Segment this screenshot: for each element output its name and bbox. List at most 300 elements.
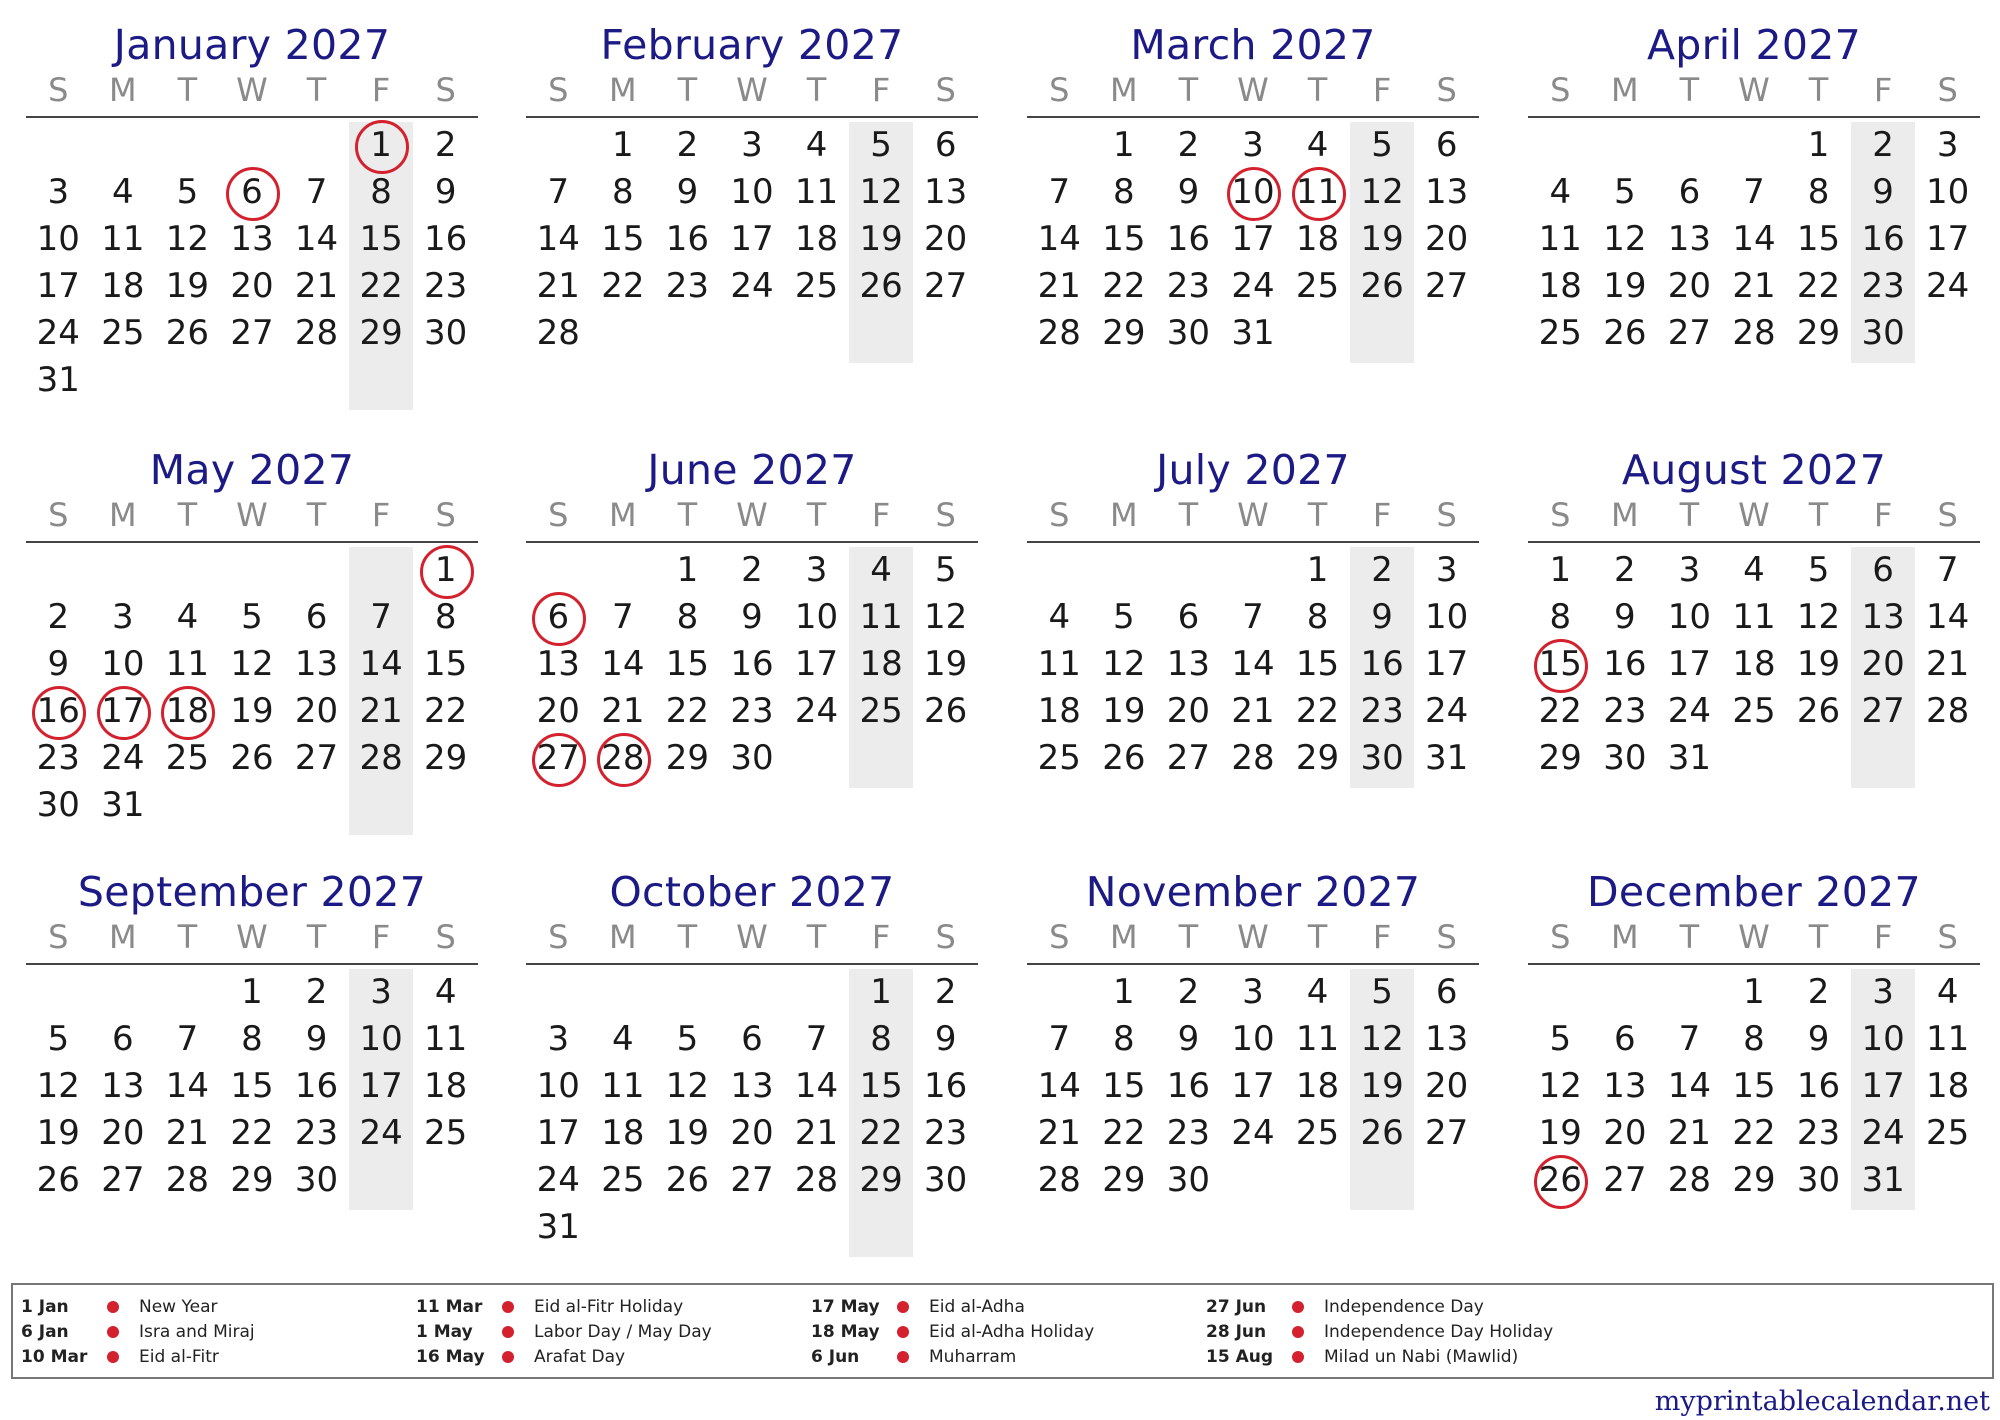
day-cell[interactable]: 9 <box>305 1019 328 1059</box>
day-cell[interactable]: 28 <box>359 738 403 778</box>
day-cell[interactable]: 24 <box>1667 691 1712 731</box>
day-cell[interactable]: 22 <box>1732 1113 1776 1153</box>
day-cell[interactable]: 21 <box>1037 1113 1081 1153</box>
day-cell[interactable]: 27 <box>1425 266 1469 306</box>
day-cell[interactable]: 18 <box>1037 691 1081 731</box>
day-cell[interactable]: 13 <box>924 172 968 212</box>
day-cell[interactable]: 21 <box>536 266 580 306</box>
day-cell[interactable]: 3 <box>1435 550 1458 590</box>
day-cell[interactable]: 15 <box>359 219 403 259</box>
day-cell[interactable]: 2 <box>1177 972 1200 1012</box>
day-cell[interactable]: 1 <box>870 972 892 1012</box>
day-cell[interactable]: 13 <box>1425 172 1469 212</box>
day-cell[interactable]: 27 <box>1667 313 1712 353</box>
day-cell[interactable]: 15 <box>859 1066 903 1106</box>
day-cell[interactable]: 12 <box>36 1066 80 1106</box>
day-cell[interactable]: 1 <box>612 125 634 165</box>
holiday-day-cell[interactable]: 27 <box>526 735 591 782</box>
day-cell[interactable]: 15 <box>230 1066 274 1106</box>
day-cell[interactable]: 18 <box>1926 1066 1970 1106</box>
day-cell[interactable]: 7 <box>1242 597 1264 637</box>
day-cell[interactable]: 3 <box>1872 972 1894 1012</box>
day-cell[interactable]: 21 <box>1926 644 1970 684</box>
day-cell[interactable]: 1 <box>676 550 699 590</box>
day-cell[interactable]: 16 <box>924 1066 968 1106</box>
day-cell[interactable]: 11 <box>1037 644 1081 684</box>
day-cell[interactable]: 25 <box>1037 738 1081 778</box>
day-cell[interactable]: 3 <box>370 972 392 1012</box>
day-cell[interactable]: 10 <box>1667 597 1712 637</box>
day-cell[interactable]: 23 <box>1796 1113 1841 1153</box>
day-cell[interactable]: 21 <box>294 266 339 306</box>
day-cell[interactable]: 29 <box>859 1160 903 1200</box>
day-cell[interactable]: 29 <box>424 738 468 778</box>
day-cell[interactable]: 29 <box>1102 313 1146 353</box>
day-cell[interactable]: 25 <box>1732 691 1776 731</box>
day-cell[interactable]: 20 <box>1861 644 1905 684</box>
day-cell[interactable]: 1 <box>1306 550 1329 590</box>
day-cell[interactable]: 18 <box>794 219 839 259</box>
day-cell[interactable]: 20 <box>1425 1066 1469 1106</box>
day-cell[interactable]: 28 <box>1037 1160 1081 1200</box>
day-cell[interactable]: 20 <box>1425 219 1469 259</box>
day-cell[interactable]: 17 <box>1425 644 1469 684</box>
day-cell[interactable]: 5 <box>1549 1019 1572 1059</box>
day-cell[interactable]: 31 <box>536 1207 580 1247</box>
day-cell[interactable]: 11 <box>424 1019 468 1059</box>
day-cell[interactable]: 9 <box>434 172 457 212</box>
day-cell[interactable]: 6 <box>934 125 957 165</box>
day-cell[interactable]: 14 <box>536 219 580 259</box>
day-cell[interactable]: 28 <box>536 313 580 353</box>
day-cell[interactable]: 13 <box>1667 219 1712 259</box>
day-cell[interactable]: 14 <box>1231 644 1275 684</box>
day-cell[interactable]: 31 <box>1667 738 1712 778</box>
day-cell[interactable]: 21 <box>1667 1113 1712 1153</box>
day-cell[interactable]: 11 <box>1295 1019 1340 1059</box>
holiday-day-cell[interactable]: 6 <box>526 594 591 641</box>
holiday-day-cell[interactable]: 28 <box>591 735 656 782</box>
day-cell[interactable]: 23 <box>294 1113 339 1153</box>
day-cell[interactable]: 14 <box>1667 1066 1712 1106</box>
day-cell[interactable]: 8 <box>370 172 392 212</box>
day-cell[interactable]: 17 <box>1667 644 1712 684</box>
day-cell[interactable]: 29 <box>665 738 710 778</box>
day-cell[interactable]: 27 <box>230 313 274 353</box>
day-cell[interactable]: 17 <box>730 219 774 259</box>
day-cell[interactable]: 30 <box>294 1160 339 1200</box>
site-credit[interactable]: myprintablecalendar.net <box>1654 1386 1990 1417</box>
day-cell[interactable]: 31 <box>1425 738 1469 778</box>
day-cell[interactable]: 29 <box>1796 313 1841 353</box>
day-cell[interactable]: 8 <box>434 597 457 637</box>
day-cell[interactable]: 6 <box>741 1019 763 1059</box>
day-cell[interactable]: 2 <box>1872 125 1894 165</box>
day-cell[interactable]: 11 <box>601 1066 645 1106</box>
day-cell[interactable]: 17 <box>1231 1066 1275 1106</box>
day-cell[interactable]: 2 <box>676 125 699 165</box>
day-cell[interactable]: 24 <box>1425 691 1469 731</box>
day-cell[interactable]: 23 <box>1360 691 1404 731</box>
day-cell[interactable]: 30 <box>424 313 468 353</box>
day-cell[interactable]: 2 <box>1177 125 1200 165</box>
day-cell[interactable]: 30 <box>1166 313 1211 353</box>
day-cell[interactable]: 29 <box>230 1160 274 1200</box>
day-cell[interactable]: 16 <box>1166 1066 1211 1106</box>
day-cell[interactable]: 10 <box>1425 597 1469 637</box>
day-cell[interactable]: 27 <box>101 1160 145 1200</box>
day-cell[interactable]: 7 <box>1678 1019 1701 1059</box>
day-cell[interactable]: 10 <box>536 1066 580 1106</box>
day-cell[interactable]: 24 <box>730 266 774 306</box>
day-cell[interactable]: 16 <box>1861 219 1905 259</box>
day-cell[interactable]: 9 <box>1614 597 1636 637</box>
day-cell[interactable]: 9 <box>47 644 70 684</box>
day-cell[interactable]: 17 <box>536 1113 580 1153</box>
day-cell[interactable]: 6 <box>1177 597 1200 637</box>
day-cell[interactable]: 25 <box>1295 1113 1340 1153</box>
day-cell[interactable]: 21 <box>1037 266 1081 306</box>
day-cell[interactable]: 26 <box>1360 1113 1404 1153</box>
day-cell[interactable]: 3 <box>1678 550 1701 590</box>
day-cell[interactable]: 30 <box>924 1160 968 1200</box>
day-cell[interactable]: 24 <box>1231 1113 1275 1153</box>
day-cell[interactable]: 8 <box>1807 172 1830 212</box>
day-cell[interactable]: 22 <box>424 691 468 731</box>
holiday-day-cell[interactable]: 10 <box>1221 169 1286 216</box>
day-cell[interactable]: 19 <box>36 1113 80 1153</box>
day-cell[interactable]: 6 <box>112 1019 134 1059</box>
day-cell[interactable]: 22 <box>1102 266 1146 306</box>
day-cell[interactable]: 23 <box>1603 691 1647 731</box>
day-cell[interactable]: 8 <box>1549 597 1572 637</box>
day-cell[interactable]: 14 <box>794 1066 839 1106</box>
day-cell[interactable]: 7 <box>1743 172 1765 212</box>
day-cell[interactable]: 28 <box>294 313 339 353</box>
day-cell[interactable]: 27 <box>1166 738 1211 778</box>
day-cell[interactable]: 2 <box>934 972 957 1012</box>
day-cell[interactable]: 3 <box>741 125 763 165</box>
day-cell[interactable]: 27 <box>730 1160 774 1200</box>
day-cell[interactable]: 10 <box>1926 172 1970 212</box>
day-cell[interactable]: 26 <box>859 266 903 306</box>
holiday-day-cell[interactable]: 11 <box>1285 169 1350 216</box>
day-cell[interactable]: 5 <box>870 125 892 165</box>
day-cell[interactable]: 24 <box>1231 266 1275 306</box>
day-cell[interactable]: 22 <box>859 1113 903 1153</box>
day-cell[interactable]: 26 <box>665 1160 710 1200</box>
day-cell[interactable]: 28 <box>165 1160 210 1200</box>
day-cell[interactable]: 3 <box>1242 972 1264 1012</box>
day-cell[interactable]: 3 <box>1936 125 1959 165</box>
day-cell[interactable]: 13 <box>1425 1019 1469 1059</box>
day-cell[interactable]: 1 <box>241 972 263 1012</box>
day-cell[interactable]: 12 <box>859 172 903 212</box>
day-cell[interactable]: 13 <box>294 644 339 684</box>
day-cell[interactable]: 16 <box>1360 644 1404 684</box>
day-cell[interactable]: 22 <box>1538 691 1582 731</box>
holiday-day-cell[interactable]: 15 <box>1528 641 1593 688</box>
day-cell[interactable]: 19 <box>1796 644 1841 684</box>
day-cell[interactable]: 6 <box>1678 172 1701 212</box>
day-cell[interactable]: 14 <box>601 644 645 684</box>
day-cell[interactable]: 4 <box>870 550 892 590</box>
day-cell[interactable]: 28 <box>1037 313 1081 353</box>
day-cell[interactable]: 16 <box>294 1066 339 1106</box>
day-cell[interactable]: 10 <box>101 644 145 684</box>
day-cell[interactable]: 17 <box>36 266 80 306</box>
day-cell[interactable]: 28 <box>1732 313 1776 353</box>
day-cell[interactable]: 11 <box>1732 597 1776 637</box>
day-cell[interactable]: 29 <box>1102 1160 1146 1200</box>
day-cell[interactable]: 30 <box>1360 738 1404 778</box>
day-cell[interactable]: 14 <box>1037 1066 1081 1106</box>
day-cell[interactable]: 26 <box>1603 313 1647 353</box>
day-cell[interactable]: 19 <box>859 219 903 259</box>
day-cell[interactable]: 1 <box>1549 550 1572 590</box>
day-cell[interactable]: 29 <box>1295 738 1340 778</box>
day-cell[interactable]: 1 <box>1743 972 1765 1012</box>
day-cell[interactable]: 31 <box>1861 1160 1905 1200</box>
day-cell[interactable]: 14 <box>1926 597 1970 637</box>
holiday-day-cell[interactable]: 1 <box>349 122 414 169</box>
day-cell[interactable]: 20 <box>230 266 274 306</box>
holiday-day-cell[interactable]: 1 <box>413 547 478 594</box>
day-cell[interactable]: 5 <box>1371 125 1393 165</box>
day-cell[interactable]: 7 <box>305 172 328 212</box>
day-cell[interactable]: 17 <box>359 1066 403 1106</box>
day-cell[interactable]: 25 <box>101 313 145 353</box>
holiday-day-cell[interactable]: 16 <box>26 688 91 735</box>
day-cell[interactable]: 18 <box>101 266 145 306</box>
day-cell[interactable]: 23 <box>665 266 710 306</box>
day-cell[interactable]: 11 <box>794 172 839 212</box>
day-cell[interactable]: 4 <box>1048 597 1071 637</box>
day-cell[interactable]: 17 <box>1926 219 1970 259</box>
day-cell[interactable]: 12 <box>1360 1019 1404 1059</box>
day-cell[interactable]: 5 <box>1113 597 1135 637</box>
day-cell[interactable]: 3 <box>805 550 828 590</box>
day-cell[interactable]: 4 <box>1306 125 1329 165</box>
day-cell[interactable]: 16 <box>1166 219 1211 259</box>
day-cell[interactable]: 5 <box>1371 972 1393 1012</box>
day-cell[interactable]: 5 <box>934 550 957 590</box>
day-cell[interactable]: 9 <box>1872 172 1894 212</box>
day-cell[interactable]: 19 <box>1102 691 1146 731</box>
day-cell[interactable]: 31 <box>101 785 145 825</box>
day-cell[interactable]: 23 <box>1166 1113 1211 1153</box>
day-cell[interactable]: 5 <box>1614 172 1636 212</box>
day-cell[interactable]: 18 <box>859 644 903 684</box>
day-cell[interactable]: 7 <box>176 1019 199 1059</box>
day-cell[interactable]: 13 <box>1861 597 1905 637</box>
day-cell[interactable]: 22 <box>359 266 403 306</box>
day-cell[interactable]: 1 <box>1113 972 1135 1012</box>
day-cell[interactable]: 25 <box>1295 266 1340 306</box>
day-cell[interactable]: 4 <box>176 597 199 637</box>
day-cell[interactable]: 12 <box>1102 644 1146 684</box>
day-cell[interactable]: 12 <box>165 219 210 259</box>
day-cell[interactable]: 27 <box>1861 691 1905 731</box>
day-cell[interactable]: 29 <box>1538 738 1582 778</box>
day-cell[interactable]: 27 <box>1603 1160 1647 1200</box>
day-cell[interactable]: 1 <box>1113 125 1135 165</box>
day-cell[interactable]: 9 <box>741 597 763 637</box>
day-cell[interactable]: 12 <box>230 644 274 684</box>
day-cell[interactable]: 28 <box>1231 738 1275 778</box>
day-cell[interactable]: 2 <box>305 972 328 1012</box>
day-cell[interactable]: 5 <box>241 597 263 637</box>
day-cell[interactable]: 11 <box>101 219 145 259</box>
day-cell[interactable]: 22 <box>1295 691 1340 731</box>
day-cell[interactable]: 20 <box>536 691 580 731</box>
day-cell[interactable]: 16 <box>730 644 774 684</box>
day-cell[interactable]: 26 <box>230 738 274 778</box>
day-cell[interactable]: 18 <box>1295 219 1340 259</box>
day-cell[interactable]: 22 <box>1796 266 1841 306</box>
day-cell[interactable]: 27 <box>1425 1113 1469 1153</box>
day-cell[interactable]: 6 <box>305 597 328 637</box>
day-cell[interactable]: 31 <box>36 360 80 400</box>
day-cell[interactable]: 25 <box>165 738 210 778</box>
day-cell[interactable]: 28 <box>1926 691 1970 731</box>
day-cell[interactable]: 3 <box>547 1019 570 1059</box>
day-cell[interactable]: 9 <box>676 172 699 212</box>
day-cell[interactable]: 11 <box>1538 219 1582 259</box>
day-cell[interactable]: 8 <box>676 597 699 637</box>
day-cell[interactable]: 14 <box>1732 219 1776 259</box>
day-cell[interactable]: 30 <box>1166 1160 1211 1200</box>
day-cell[interactable]: 21 <box>794 1113 839 1153</box>
day-cell[interactable]: 9 <box>1177 1019 1200 1059</box>
day-cell[interactable]: 7 <box>1048 1019 1071 1059</box>
day-cell[interactable]: 29 <box>359 313 403 353</box>
day-cell[interactable]: 7 <box>547 172 570 212</box>
day-cell[interactable]: 6 <box>1872 550 1894 590</box>
day-cell[interactable]: 8 <box>1306 597 1329 637</box>
day-cell[interactable]: 8 <box>1113 172 1135 212</box>
day-cell[interactable]: 19 <box>230 691 274 731</box>
day-cell[interactable]: 12 <box>924 597 968 637</box>
day-cell[interactable]: 24 <box>36 313 80 353</box>
day-cell[interactable]: 23 <box>730 691 774 731</box>
day-cell[interactable]: 24 <box>1926 266 1970 306</box>
day-cell[interactable]: 4 <box>434 972 457 1012</box>
day-cell[interactable]: 9 <box>1807 1019 1830 1059</box>
day-cell[interactable]: 24 <box>101 738 145 778</box>
day-cell[interactable]: 15 <box>1732 1066 1776 1106</box>
day-cell[interactable]: 10 <box>1861 1019 1905 1059</box>
day-cell[interactable]: 7 <box>805 1019 828 1059</box>
day-cell[interactable]: 16 <box>424 219 468 259</box>
day-cell[interactable]: 18 <box>424 1066 468 1106</box>
day-cell[interactable]: 23 <box>1166 266 1211 306</box>
day-cell[interactable]: 3 <box>112 597 134 637</box>
day-cell[interactable]: 26 <box>1796 691 1841 731</box>
day-cell[interactable]: 20 <box>1166 691 1211 731</box>
day-cell[interactable]: 16 <box>1796 1066 1841 1106</box>
day-cell[interactable]: 20 <box>101 1113 145 1153</box>
day-cell[interactable]: 21 <box>1231 691 1275 731</box>
day-cell[interactable]: 15 <box>1796 219 1841 259</box>
day-cell[interactable]: 28 <box>794 1160 839 1200</box>
day-cell[interactable]: 4 <box>1306 972 1329 1012</box>
day-cell[interactable]: 20 <box>294 691 339 731</box>
day-cell[interactable]: 23 <box>36 738 80 778</box>
day-cell[interactable]: 12 <box>1603 219 1647 259</box>
day-cell[interactable]: 19 <box>1360 1066 1404 1106</box>
day-cell[interactable]: 27 <box>294 738 339 778</box>
day-cell[interactable]: 8 <box>612 172 634 212</box>
day-cell[interactable]: 4 <box>805 125 828 165</box>
day-cell[interactable]: 13 <box>536 644 580 684</box>
day-cell[interactable]: 18 <box>601 1113 645 1153</box>
day-cell[interactable]: 19 <box>665 1113 710 1153</box>
day-cell[interactable]: 9 <box>1177 172 1200 212</box>
day-cell[interactable]: 12 <box>665 1066 710 1106</box>
day-cell[interactable]: 6 <box>1435 972 1458 1012</box>
day-cell[interactable]: 5 <box>1807 550 1830 590</box>
day-cell[interactable]: 26 <box>1102 738 1146 778</box>
holiday-day-cell[interactable]: 6 <box>220 169 285 216</box>
day-cell[interactable]: 21 <box>601 691 645 731</box>
day-cell[interactable]: 7 <box>1936 550 1959 590</box>
day-cell[interactable]: 21 <box>165 1113 210 1153</box>
day-cell[interactable]: 30 <box>1796 1160 1841 1200</box>
day-cell[interactable]: 16 <box>1603 644 1647 684</box>
day-cell[interactable]: 13 <box>1166 644 1211 684</box>
day-cell[interactable]: 4 <box>112 172 134 212</box>
day-cell[interactable]: 4 <box>1743 550 1765 590</box>
day-cell[interactable]: 11 <box>165 644 210 684</box>
day-cell[interactable]: 26 <box>924 691 968 731</box>
day-cell[interactable]: 15 <box>665 644 710 684</box>
day-cell[interactable]: 6 <box>1614 1019 1636 1059</box>
day-cell[interactable]: 15 <box>1102 1066 1146 1106</box>
day-cell[interactable]: 24 <box>794 691 839 731</box>
day-cell[interactable]: 15 <box>424 644 468 684</box>
day-cell[interactable]: 9 <box>934 1019 957 1059</box>
day-cell[interactable]: 10 <box>1231 1019 1275 1059</box>
day-cell[interactable]: 10 <box>36 219 80 259</box>
day-cell[interactable]: 28 <box>1667 1160 1712 1200</box>
day-cell[interactable]: 2 <box>1807 972 1830 1012</box>
day-cell[interactable]: 5 <box>176 172 199 212</box>
day-cell[interactable]: 20 <box>1603 1113 1647 1153</box>
day-cell[interactable]: 18 <box>1538 266 1582 306</box>
day-cell[interactable]: 26 <box>165 313 210 353</box>
day-cell[interactable]: 15 <box>1295 644 1340 684</box>
day-cell[interactable]: 11 <box>1926 1019 1970 1059</box>
day-cell[interactable]: 22 <box>230 1113 274 1153</box>
day-cell[interactable]: 8 <box>241 1019 263 1059</box>
day-cell[interactable]: 14 <box>294 219 339 259</box>
day-cell[interactable]: 17 <box>794 644 839 684</box>
day-cell[interactable]: 11 <box>859 597 903 637</box>
day-cell[interactable]: 8 <box>870 1019 892 1059</box>
day-cell[interactable]: 24 <box>359 1113 403 1153</box>
holiday-day-cell[interactable]: 18 <box>155 688 220 735</box>
day-cell[interactable]: 21 <box>1732 266 1776 306</box>
day-cell[interactable]: 15 <box>601 219 645 259</box>
day-cell[interactable]: 18 <box>1295 1066 1340 1106</box>
day-cell[interactable]: 19 <box>924 644 968 684</box>
day-cell[interactable]: 30 <box>1861 313 1905 353</box>
day-cell[interactable]: 31 <box>1231 313 1275 353</box>
day-cell[interactable]: 2 <box>1614 550 1636 590</box>
day-cell[interactable]: 9 <box>1371 597 1393 637</box>
day-cell[interactable]: 7 <box>612 597 634 637</box>
